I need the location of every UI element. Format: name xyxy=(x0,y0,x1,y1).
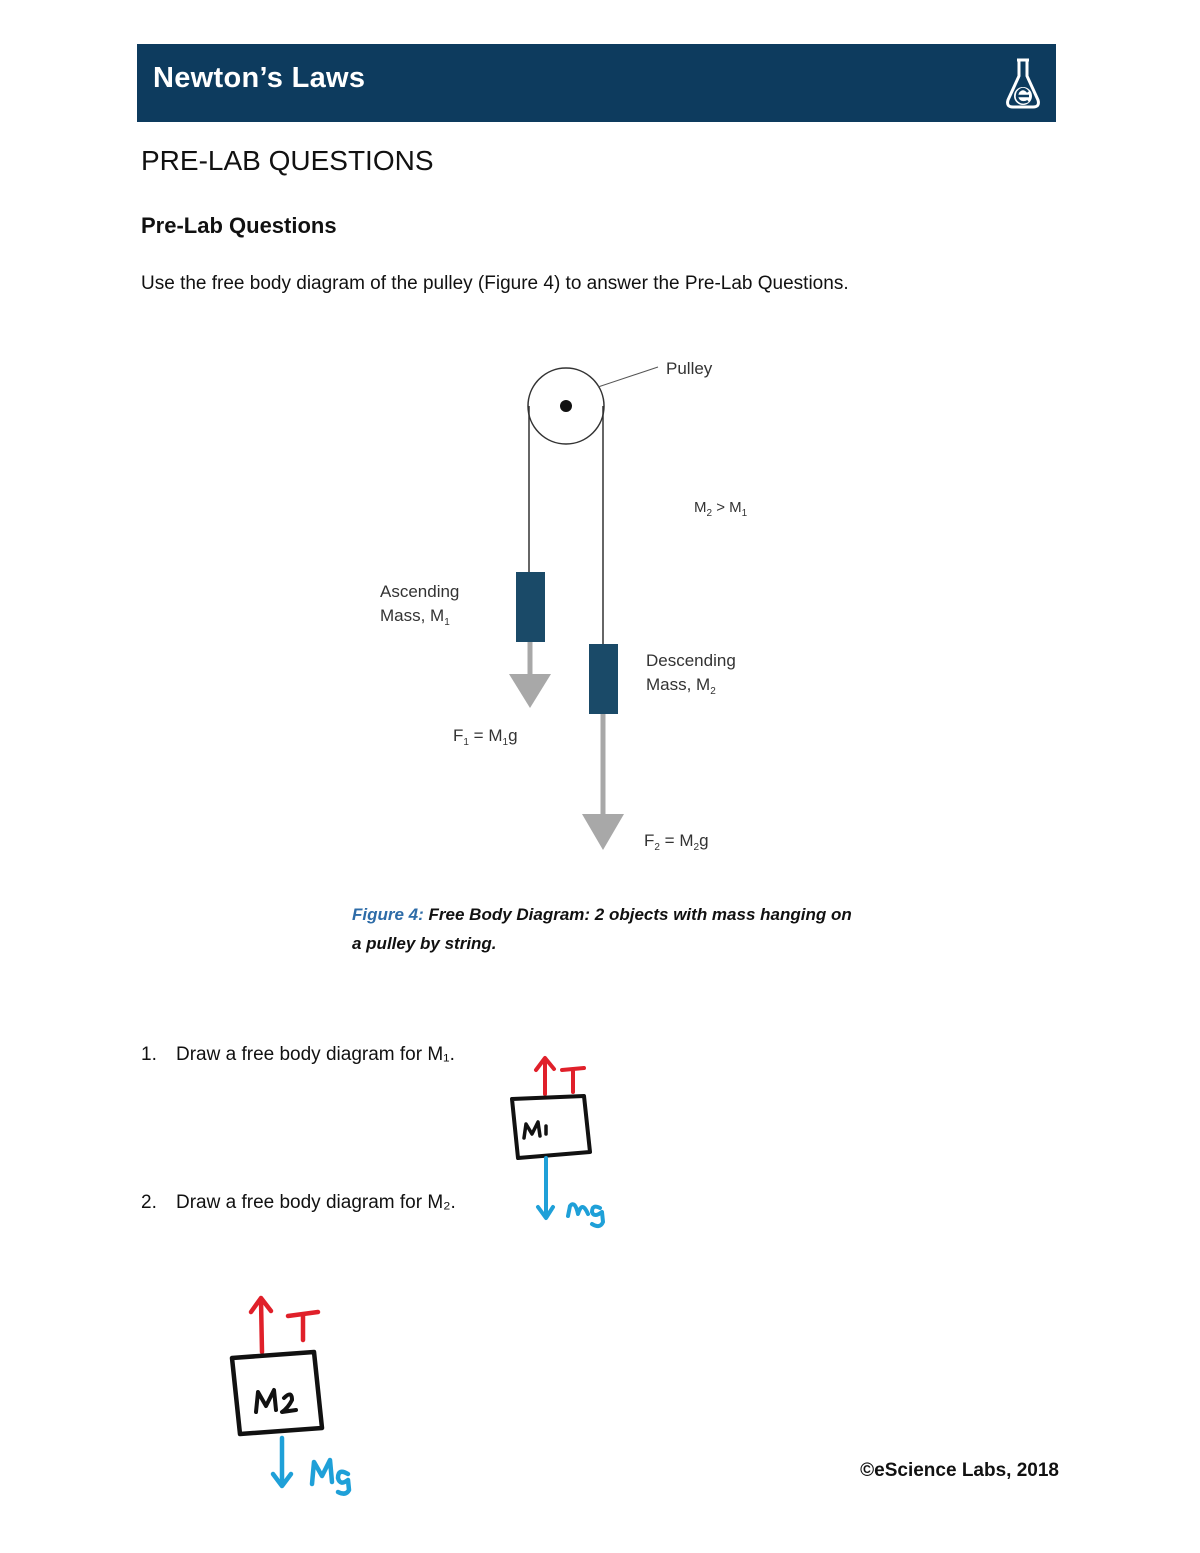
m1-box-label xyxy=(524,1122,546,1138)
force1-label: $F_1 = M_1g$ xyxy=(453,726,518,748)
copyright-footer: ©eScience Labs, 2018 xyxy=(860,1460,1059,1481)
escience-flask-logo-icon xyxy=(1000,52,1046,114)
figure-caption-ref: Figure 4: xyxy=(352,905,424,924)
sub-heading: Pre-Lab Questions xyxy=(141,213,337,238)
force2-label: $F_2 = M_2g$ xyxy=(644,831,709,853)
m1-weight-arrow xyxy=(538,1158,553,1218)
pulley-label: Pulley xyxy=(666,359,713,378)
descending-label-line2: Mass, $M_2$ xyxy=(646,675,716,697)
section-heading: PRE-LAB QUESTIONS xyxy=(141,145,434,176)
descending-mass-block xyxy=(589,644,618,714)
question-number: 1. xyxy=(141,1044,157,1065)
question-text: Draw a free body diagram for M₂. xyxy=(176,1192,456,1213)
ascending-label-line2: Mass, $M_1$ xyxy=(380,606,450,628)
pulley-axle xyxy=(560,400,572,412)
m2-box xyxy=(232,1352,322,1434)
m2-box-label xyxy=(256,1390,296,1412)
pulley-wheel xyxy=(528,368,604,444)
question-1 xyxy=(141,1044,455,1066)
force1-arrow-head xyxy=(509,674,551,708)
pulley-leader-line xyxy=(598,367,658,387)
figure-caption-text: Free Body Diagram: 2 objects with mass hanging on a pulley by string. xyxy=(352,905,852,953)
m2-weight-arrow xyxy=(273,1438,291,1486)
question-number: 2. xyxy=(141,1192,157,1213)
intro-text: Use the free body diagram of the pulley (Figure 4) to answer the Pre-Lab Questions. xyxy=(141,273,849,294)
m1-weight-label xyxy=(568,1204,603,1226)
m2-tension-label xyxy=(288,1312,318,1340)
handwritten-answer-m2 xyxy=(232,1298,349,1494)
header-banner xyxy=(137,44,1056,122)
ascending-mass-block xyxy=(516,572,545,642)
figure-caption xyxy=(352,900,852,958)
m2-weight-label xyxy=(312,1460,349,1494)
m1-tension-label xyxy=(562,1068,584,1092)
m2-tension-arrow xyxy=(251,1298,271,1352)
ascending-label-line1: Ascending xyxy=(380,582,460,601)
m1-tension-arrow xyxy=(536,1058,554,1094)
handwritten-answer-m1 xyxy=(512,1058,603,1226)
question-2 xyxy=(141,1192,456,1214)
descending-label-line1: Descending xyxy=(646,651,736,670)
m1-box xyxy=(512,1096,590,1158)
question-text: Draw a free body diagram for M₁. xyxy=(176,1044,455,1065)
page-title: Newton’s Laws xyxy=(153,62,366,94)
force2-arrow-head xyxy=(582,814,624,850)
mass-relation-label: $M_2 > M_1$ xyxy=(694,499,748,519)
